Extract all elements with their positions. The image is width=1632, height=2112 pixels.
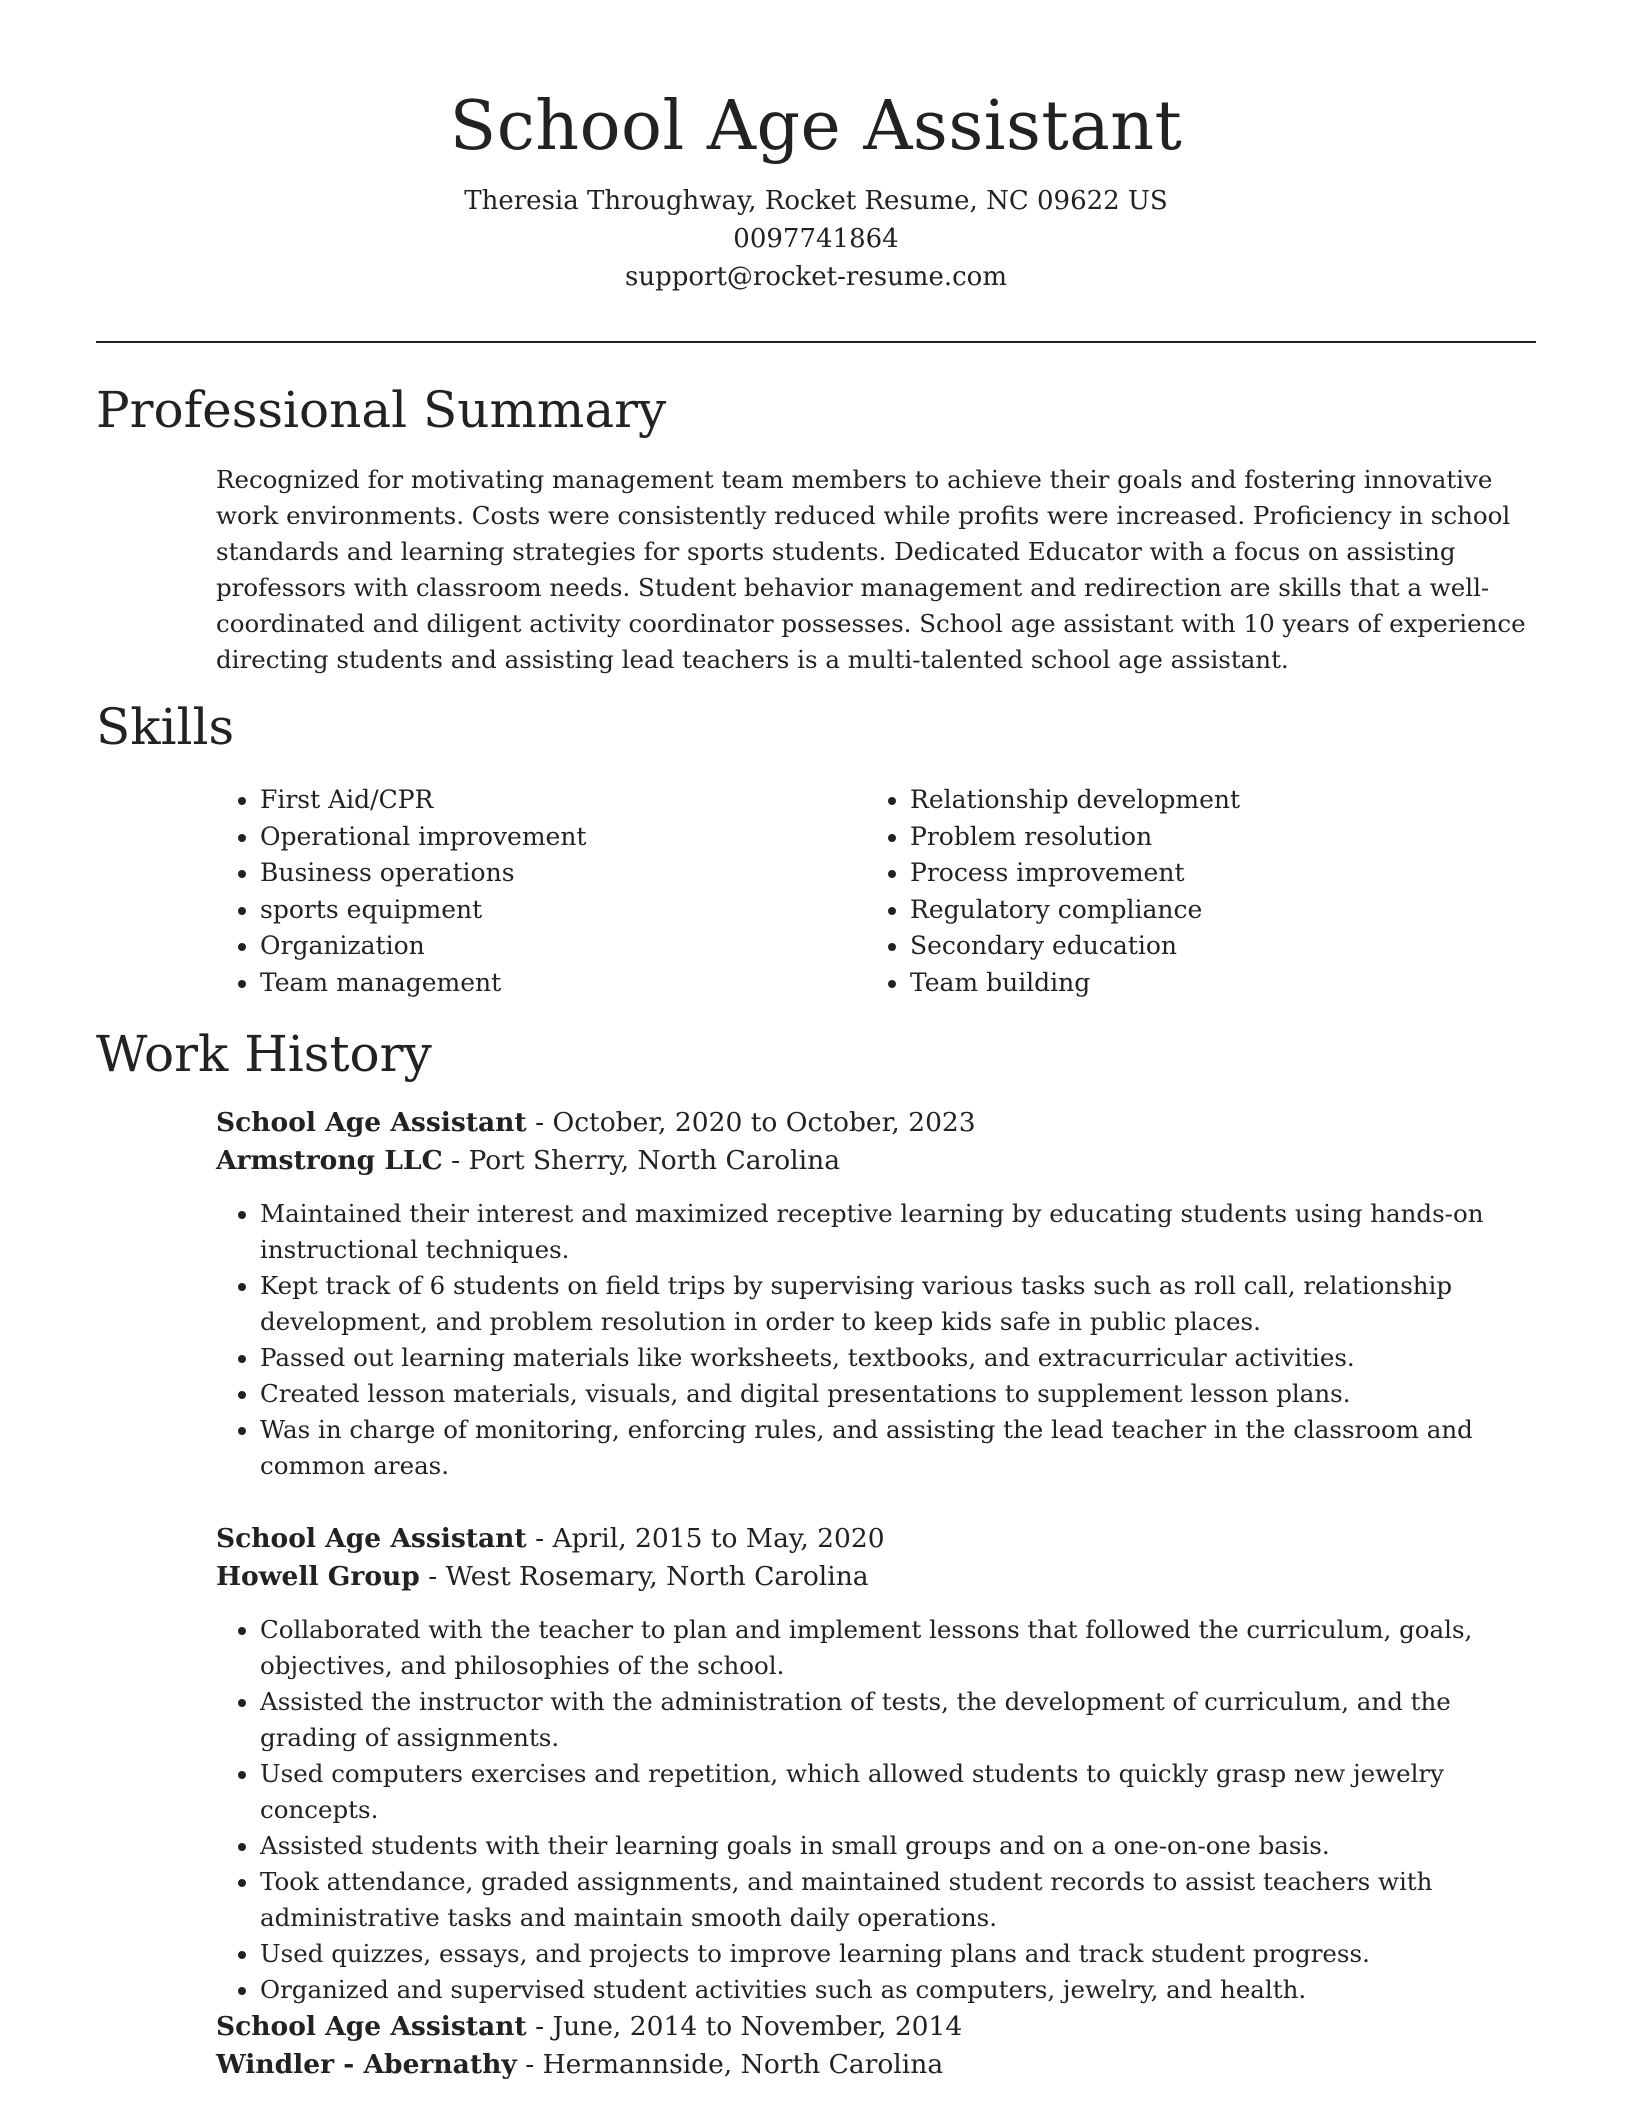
contact-info <box>0 182 1632 296</box>
duty-item: • Organized and supervised student activities such as computers, jewelry, and health. <box>260 1972 1546 2008</box>
skills-column-right <box>866 782 1516 1001</box>
duty-item: • Assisted the instructor with the administration of tests, the development of curriculum, and the grading of assignments. <box>260 1684 1546 1756</box>
job-duties <box>216 1196 1546 1484</box>
email: support@rocket-resume.com <box>624 262 1007 292</box>
duty-item: • Took attendance, graded assignments, and maintained student records to assist teachers with administrative tasks and maintain smooth daily operations. <box>260 1864 1546 1936</box>
candidate-name: School Age Assistant <box>449 87 1183 166</box>
skill-item: • sports equipment <box>260 892 866 929</box>
skill-item: • Problem resolution <box>910 819 1516 856</box>
skills-heading: Skills <box>96 698 235 756</box>
job-position: School Age Assistant <box>216 2011 527 2042</box>
job-company-line <box>216 2046 1546 2084</box>
duty-item: • Collaborated with the teacher to plan and implement lessons that followed the curriculum, goals, objectives, and philosophies of the school. <box>260 1612 1546 1684</box>
job-company: Armstrong LLC <box>216 1145 443 1176</box>
job-location: - West Rosemary, North Carolina <box>419 1561 869 1592</box>
duty-item: • Used quizzes, essays, and projects to improve learning plans and track student progress. <box>260 1936 1546 1972</box>
job-entry <box>216 2008 1546 2084</box>
job-dates: - April, 2015 to May, 2020 <box>526 1523 885 1554</box>
job-title-line <box>216 2008 1546 2046</box>
skill-item: • Operational improvement <box>260 819 866 856</box>
job-company: Windler - Abernathy <box>216 2049 517 2080</box>
summary-heading: Professional Summary <box>96 381 667 439</box>
work-history-heading: Work History <box>96 1025 432 1083</box>
job-company-line <box>216 1558 1546 1596</box>
duty-item: • Was in charge of monitoring, enforcing rules, and assisting the lead teacher in the classroom and common areas. <box>260 1412 1546 1484</box>
duty-item: • Kept track of 6 students on field trips by supervising various tasks such as roll call, relationship development, and problem resolution in order to keep kids safe in public places. <box>260 1268 1546 1340</box>
job-company-line <box>216 1142 1546 1180</box>
skill-item: • Relationship development <box>910 782 1516 819</box>
header-divider <box>96 341 1536 343</box>
phone: 0097741864 <box>733 224 899 254</box>
skill-item: • Process improvement <box>910 855 1516 892</box>
job-dates: - October, 2020 to October, 2023 <box>526 1107 976 1138</box>
job-entry <box>216 1104 1546 1484</box>
duty-item: • Created lesson materials, visuals, and digital presentations to supplement lesson plans. <box>260 1376 1546 1412</box>
skill-item: • First Aid/CPR <box>260 782 866 819</box>
skill-item: • Regulatory compliance <box>910 892 1516 929</box>
duty-item: • Passed out learning materials like worksheets, textbooks, and extracurricular activities. <box>260 1340 1546 1376</box>
skill-item: • Secondary education <box>910 928 1516 965</box>
skills-list <box>216 782 1536 1001</box>
skill-item: • Business operations <box>260 855 866 892</box>
skill-item: • Organization <box>260 928 866 965</box>
skill-item: • Team management <box>260 965 866 1002</box>
job-company: Howell Group <box>216 1561 420 1592</box>
skills-column-left <box>216 782 866 1001</box>
job-position: School Age Assistant <box>216 1107 527 1138</box>
skill-item: • Team building <box>910 965 1516 1002</box>
duty-item: • Maintained their interest and maximized receptive learning by educating students using hands-on instructional techniques. <box>260 1196 1546 1268</box>
resume-header <box>0 82 1632 296</box>
job-title-line <box>216 1104 1546 1142</box>
job-dates: - June, 2014 to November, 2014 <box>526 2011 963 2042</box>
summary-text: Recognized for motivating management team members to achieve their goals and fostering innovative work environments. Costs were consistently reduced while profits were increased. Proficiency in school standards and learning strategies for sports students. Dedicated Educator with a focus on assisting professors with classroom needs. Student behavior management and redirection are skills that a well-coordinated and diligent activity coordinator possesses. School age assistant with 10 years of experience directing students and assisting lead teachers is a multi-talented school age assistant. <box>216 465 1526 674</box>
duty-item: • Used computers exercises and repetition, which allowed students to quickly grasp new jewelry concepts. <box>260 1756 1546 1828</box>
job-position: School Age Assistant <box>216 1523 527 1554</box>
job-location: - Port Sherry, North Carolina <box>442 1145 841 1176</box>
job-duties <box>216 1612 1546 2008</box>
duty-item: • Assisted students with their learning goals in small groups and on a one-on-one basis. <box>260 1828 1546 1864</box>
job-location: - Hermannside, North Carolina <box>516 2049 944 2080</box>
address: Theresia Throughway, Rocket Resume, NC 09622 US <box>464 186 1168 216</box>
job-entry <box>216 1520 1546 2008</box>
job-title-line <box>216 1520 1546 1558</box>
